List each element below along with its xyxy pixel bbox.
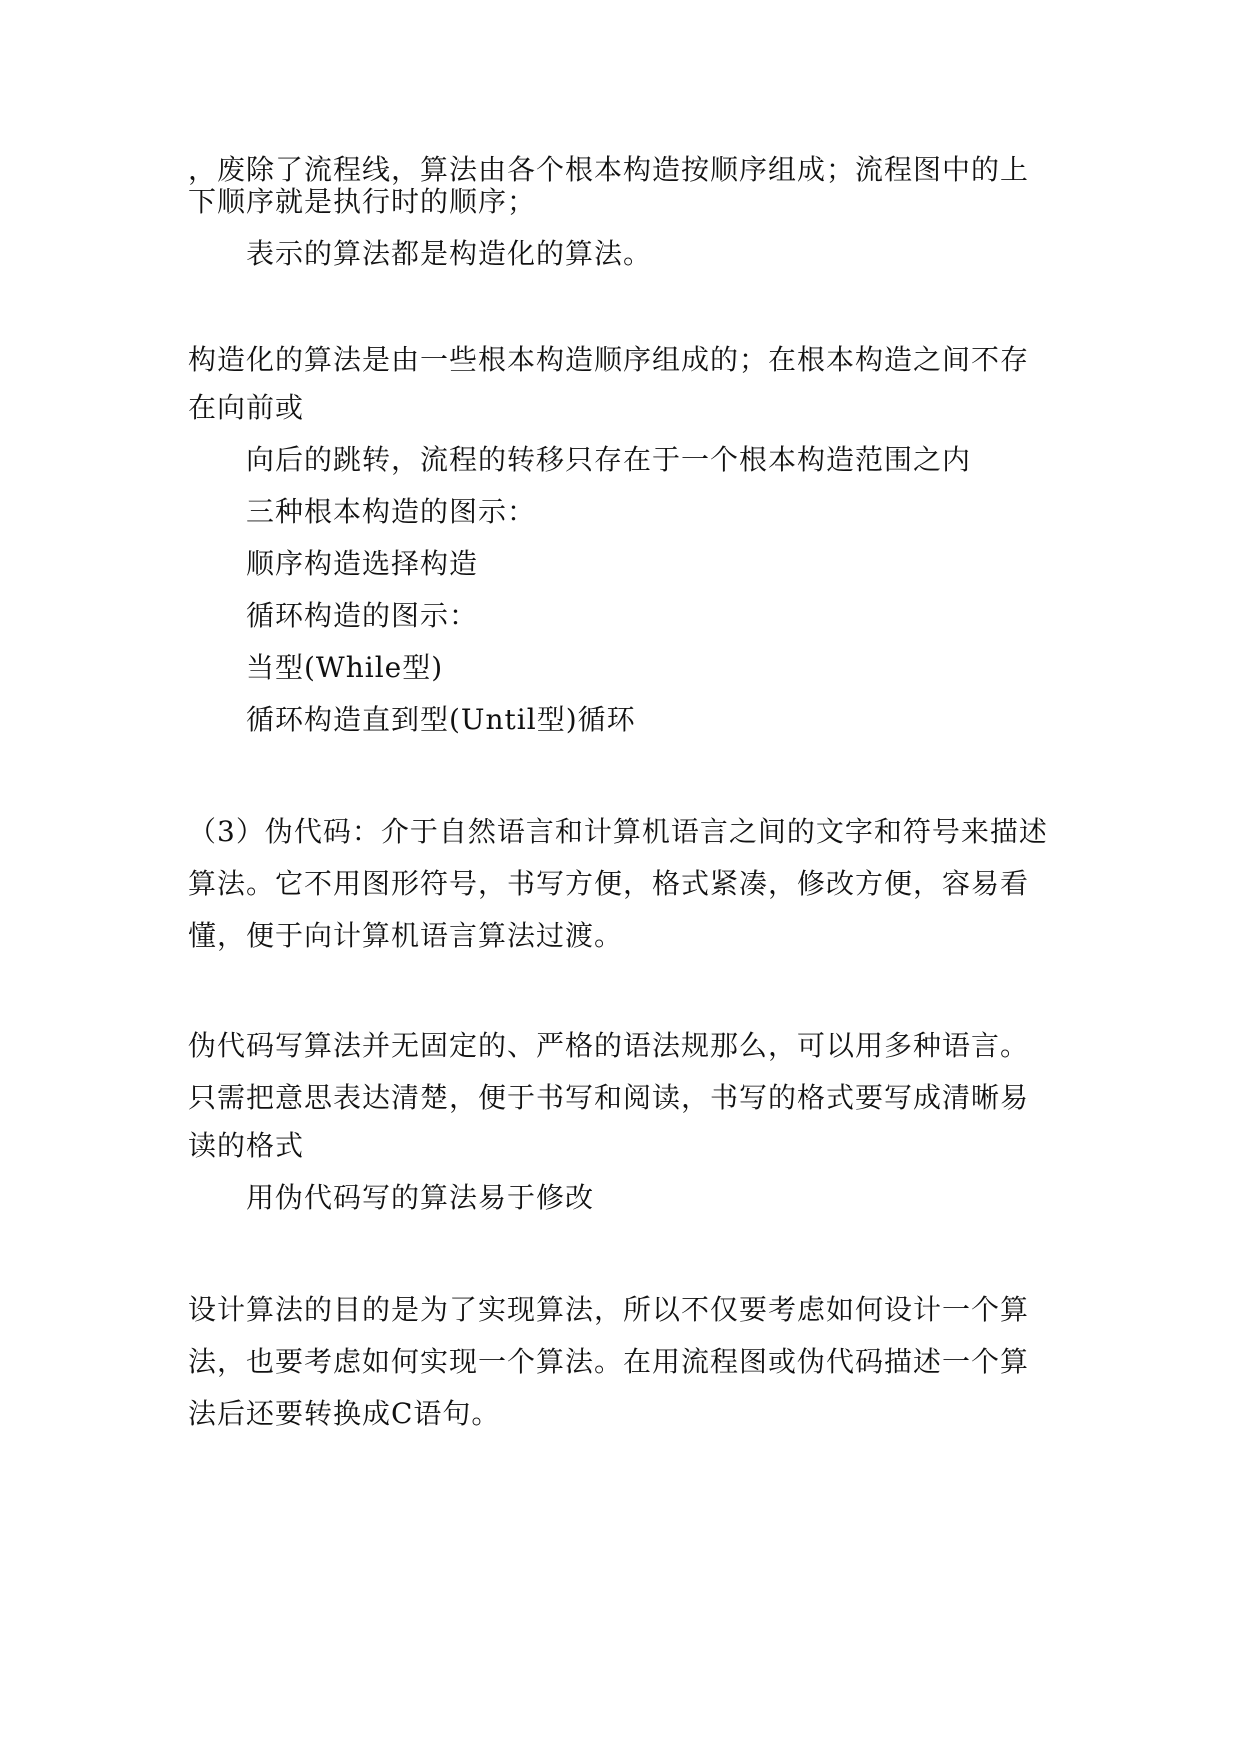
text-line: 下顺序就是执行时的顺序； — [188, 185, 537, 218]
text-line: 用伪代码写的算法易于修改 — [246, 1181, 595, 1214]
text-line: 伪代码写算法并无固定的、严格的语法规那么，可以用多种语言。 — [188, 1029, 1030, 1062]
text-line: 顺序构造选择构造 — [246, 547, 479, 580]
text-line: 循环构造的图示： — [246, 599, 479, 632]
text-line: 构造化的算法是由一些根本构造顺序组成的；在根本构造之间不存 — [188, 343, 1030, 376]
text-line: 向后的跳转，流程的转移只存在于一个根本构造范围之内 — [246, 443, 972, 476]
text-line: 只需把意思表达清楚，便于书写和阅读，书写的格式要写成清晰易 — [188, 1081, 1030, 1114]
text-line: 懂，便于向计算机语言算法过渡。 — [188, 919, 624, 952]
text-line: 在向前或 — [188, 391, 305, 424]
text-line: 算法。它不用图形符号，书写方便，格式紧凑，修改方便，容易看 — [188, 867, 1030, 900]
text-line: 读的格式 — [188, 1129, 305, 1162]
text-line: 三种根本构造的图示： — [246, 495, 537, 528]
text-line: 表示的算法都是构造化的算法。 — [246, 237, 653, 270]
text-line: 设计算法的目的是为了实现算法，所以不仅要考虑如何设计一个算 — [188, 1293, 1030, 1326]
text-line: 法后还要转换成C语句。 — [188, 1397, 501, 1430]
text-line: 循环构造直到型(Until型)循环 — [246, 703, 636, 736]
text-line: 法，也要考虑如何实现一个算法。在用流程图或伪代码描述一个算 — [188, 1345, 1030, 1378]
text-line: 当型(While型) — [246, 651, 444, 684]
text-line: （3）伪代码：介于自然语言和计算机语言之间的文字和符号来描述 — [188, 815, 1048, 848]
text-line: ，废除了流程线，算法由各个根本构造按顺序组成；流程图中的上 — [188, 153, 1030, 186]
